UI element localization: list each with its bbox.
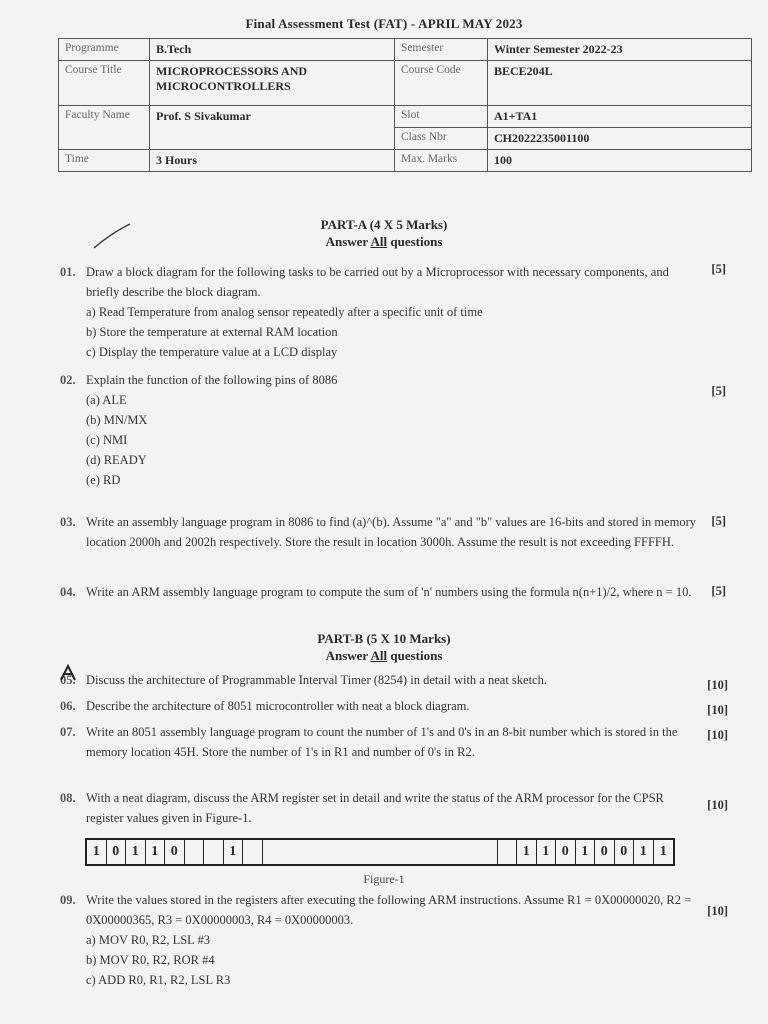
cpsr-bit: 1: [87, 840, 107, 864]
question-5-text: Discuss the architecture of Programmable Interval Timer (8254) in detail with a neat sketch.: [86, 673, 547, 687]
question-7: [60, 722, 700, 762]
cpsr-bit-blank: [243, 840, 263, 864]
part-a-instruction-all: All: [370, 234, 388, 249]
semester-label: Semester: [395, 39, 488, 61]
question-1: [60, 262, 700, 362]
time-label: Time: [59, 150, 150, 172]
exam-title: Final Assessment Test (FAT) - APRIL MAY 2023: [245, 16, 523, 31]
cpsr-bit: 1: [659, 844, 667, 859]
time-value: 3 Hours: [150, 150, 395, 172]
question-2-sub-a: (a) ALE: [86, 393, 127, 407]
question-6: [60, 696, 700, 716]
question-9-marks: [10]: [707, 904, 728, 918]
question-9-sub-c: c) ADD R0, R1, R2, LSL R3: [86, 973, 231, 987]
question-1-sub-a: a) Read Temperature from analog sensor repeatedly after a specific unit of time: [86, 305, 483, 319]
question-7-number: 07.: [60, 725, 76, 739]
question-3-marks: [5]: [711, 514, 726, 528]
slot-value: A1+TA1: [488, 106, 752, 128]
faculty-label: Faculty Name: [59, 106, 150, 150]
cpsr-bit: 1: [224, 840, 244, 864]
part-b-heading: [0, 630, 768, 664]
class-nbr-label: Class Nbr: [395, 128, 488, 150]
question-3: [60, 512, 700, 552]
question-9: [60, 890, 700, 990]
handwritten-mark-icon: [58, 664, 78, 682]
slot-label: Slot: [395, 106, 488, 128]
question-5: [60, 670, 700, 690]
max-marks-value: 100: [488, 150, 752, 172]
cpsr-bit: 0: [615, 840, 635, 864]
question-7-text: Write an 8051 assembly language program to count the number of 1's and 0's in an 8-bit number which is stored in the memory location 45H. Store the number of 1's in R1 and number of 0's in R2.: [86, 725, 678, 759]
question-6-text: Describe the architecture of 8051 microcontroller with neat a block diagram.: [86, 699, 470, 713]
cpsr-bit: 0: [165, 840, 185, 864]
cpsr-bit: 0: [595, 840, 615, 864]
question-2-sub-e: (e) RD: [86, 473, 121, 487]
question-1-number: 01.: [60, 265, 76, 279]
question-2-sub-c: (c) NMI: [86, 433, 128, 447]
question-5-number: 05.: [60, 673, 76, 687]
cpsr-bit: 1: [634, 840, 654, 864]
part-a-instruction-post: questions: [387, 234, 443, 249]
cpsr-bit: 1: [517, 840, 537, 864]
cpsr-bit: [185, 840, 205, 864]
question-1-text: Draw a block diagram for the following tasks to be carried out by a Microprocessor with necessary components, and briefly describe the block diagram.: [86, 265, 669, 299]
question-3-number: 03.: [60, 515, 76, 529]
question-7-marks: [10]: [707, 728, 728, 742]
programme-label: Programme: [59, 39, 150, 61]
question-1-marks: [5]: [711, 262, 726, 276]
class-nbr-value: CH2022235001100: [488, 128, 752, 150]
part-b-instruction-all: All: [370, 648, 388, 663]
part-b-title: PART-B (5 X 10 Marks): [317, 631, 451, 646]
question-4-number: 04.: [60, 585, 76, 599]
cpsr-bit-blank: [498, 840, 518, 864]
question-2-number: 02.: [60, 373, 76, 387]
question-6-number: 06.: [60, 699, 76, 713]
question-4-text: Write an ARM assembly language program to compute the sum of 'n' numbers using the formula n(n+1)/2, where n = 10.: [86, 585, 692, 599]
question-6-marks: [10]: [707, 703, 728, 717]
max-marks-label: Max. Marks: [395, 150, 488, 172]
question-1-sub-b: b) Store the temperature at external RAM location: [86, 325, 338, 339]
faculty-value: Prof. S Sivakumar: [150, 106, 395, 150]
question-2-marks: [5]: [711, 384, 726, 398]
question-8-number: 08.: [60, 791, 76, 805]
cpsr-bit-row: [85, 838, 675, 866]
cpsr-bit: [204, 840, 224, 864]
cpsr-bit: 1: [537, 840, 557, 864]
part-b-instruction-pre: Answer: [325, 648, 371, 663]
question-1-sub-c: c) Display the temperature value at a LCD display: [86, 345, 338, 359]
question-9-sub-b: b) MOV R0, R2, ROR #4: [86, 953, 215, 967]
semester-value: Winter Semester 2022-23: [488, 39, 752, 61]
question-2-sub-d: (d) READY: [86, 453, 147, 467]
question-9-text: Write the values stored in the registers after executing the following ARM instructions. Assume R1 = 0X00000020, R2 = 0X00000365, R3 = 0X00000003, R4 = 0X00000003.: [86, 893, 692, 927]
cpsr-bit: 0: [556, 840, 576, 864]
question-8: [60, 788, 700, 828]
question-9-number: 09.: [60, 893, 76, 907]
question-2: [60, 370, 700, 490]
pen-stroke-icon: [92, 222, 132, 252]
question-2-sub-b: (b) MN/MX: [86, 413, 148, 427]
exam-info-table: [58, 38, 752, 172]
cpsr-bit: 1: [126, 840, 146, 864]
question-4-marks: [5]: [711, 584, 726, 598]
cpsr-bit: 1: [576, 840, 596, 864]
course-title-line-2: MICROCONTROLLERS: [156, 79, 291, 93]
question-8-text: With a neat diagram, discuss the ARM register set in detail and write the status of the ARM processor for the CPSR register values given in Figure-1.: [86, 791, 664, 825]
cpsr-bit-gap: [263, 840, 498, 864]
cpsr-bit: 1: [146, 840, 166, 864]
course-title-value: [150, 61, 395, 106]
part-b-instruction-post: questions: [387, 648, 443, 663]
question-4: [60, 582, 700, 602]
figure-caption: Figure-1: [363, 872, 405, 886]
cpsr-bit: 0: [107, 840, 127, 864]
course-title-label: Course Title: [59, 61, 150, 106]
part-a-instruction-pre: Answer: [325, 234, 371, 249]
question-3-text: Write an assembly language program in 8086 to find (a)^(b). Assume "a" and "b" values are 16-bits and stored in memory location 2000h and 2002h respectively. Store the result in location 3000h. Assume the result is not exceeding FFFFH.: [86, 515, 696, 549]
course-code-value: BECE204L: [488, 61, 752, 106]
course-title-line-1: MICROPROCESSORS AND: [156, 64, 308, 78]
question-5-marks: [10]: [707, 678, 728, 692]
question-2-text: Explain the function of the following pins of 8086: [86, 373, 338, 387]
part-a-title: PART-A (4 X 5 Marks): [320, 217, 448, 232]
course-code-label: Course Code: [395, 61, 488, 106]
part-b-instruction: [0, 647, 768, 664]
question-8-marks: [10]: [707, 798, 728, 812]
cpsr-figure: [85, 838, 675, 868]
question-9-sub-a: a) MOV R0, R2, LSL #3: [86, 933, 210, 947]
programme-value: B.Tech: [150, 39, 395, 61]
